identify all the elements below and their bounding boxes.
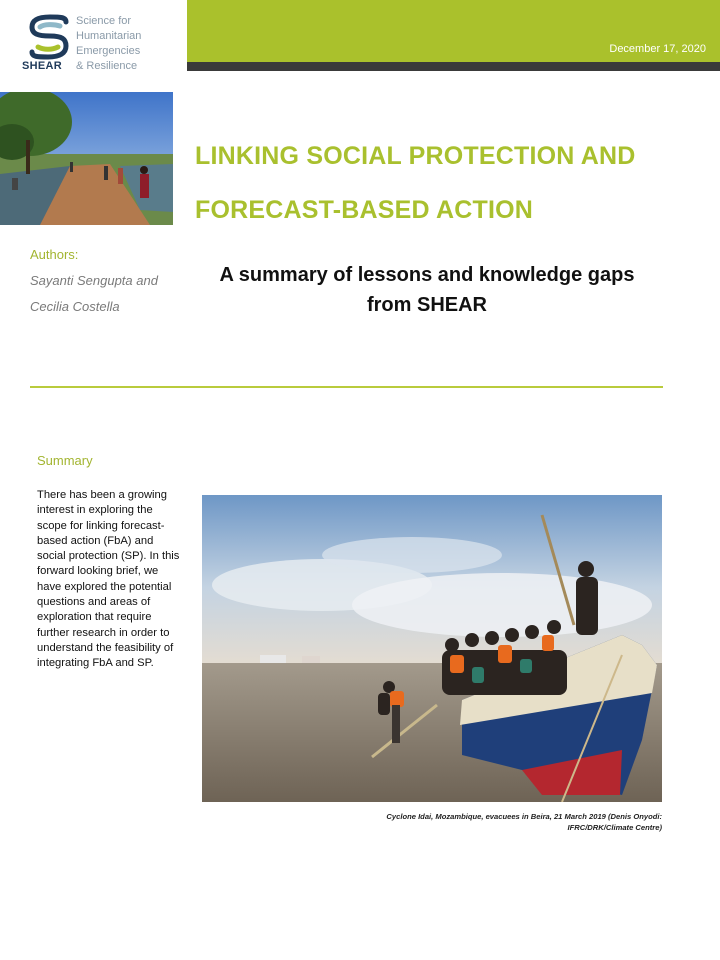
photo-caption-line: Cyclone Idai, Mozambique, evacuees in Beira, 21 March 2019 (Denis Onyodi: xyxy=(386,812,662,821)
logo-wordmark: SHEAR xyxy=(22,60,63,72)
author-line: Sayanti Sengupta and xyxy=(30,273,158,288)
summary-text: There has been a growing interest in exploring the scope for linking forecast-based action (FbA) and social protection (SP). In this forward looking brief, we have explored the potential questions and areas of exploration that require further research in order to understand the feasibility of integrating FbA and SP. xyxy=(37,489,180,670)
logo-tagline-line: & Resilience xyxy=(76,60,138,72)
document-title-line: FORECAST-BASED ACTION xyxy=(195,196,534,224)
logo-tagline-line: Humanitarian xyxy=(76,30,142,42)
header-bar-accent xyxy=(187,62,720,71)
shear-logo-icon xyxy=(26,14,72,60)
evacuees-boat-photo xyxy=(202,495,662,802)
photo-caption-line: IFRC/DRK/Climate Centre) xyxy=(567,823,662,832)
document-title-line: LINKING SOCIAL PROTECTION AND xyxy=(195,142,636,170)
summary-heading: Summary xyxy=(37,453,93,468)
logo-tagline-line: Emergencies xyxy=(76,45,141,57)
header-bar xyxy=(187,0,720,62)
logo-area xyxy=(0,0,186,90)
section-divider xyxy=(30,386,663,388)
author-line: Cecilia Costella xyxy=(30,299,120,314)
publication-date: December 17, 2020 xyxy=(609,43,706,55)
logo-tagline-line: Science for xyxy=(76,15,132,27)
document-subtitle-line: A summary of lessons and knowledge gaps xyxy=(219,264,635,286)
authors-label: Authors: xyxy=(30,247,79,262)
document-subtitle-line: from SHEAR xyxy=(366,294,487,316)
flood-road-photo xyxy=(0,92,173,225)
photo-caption xyxy=(330,811,662,833)
